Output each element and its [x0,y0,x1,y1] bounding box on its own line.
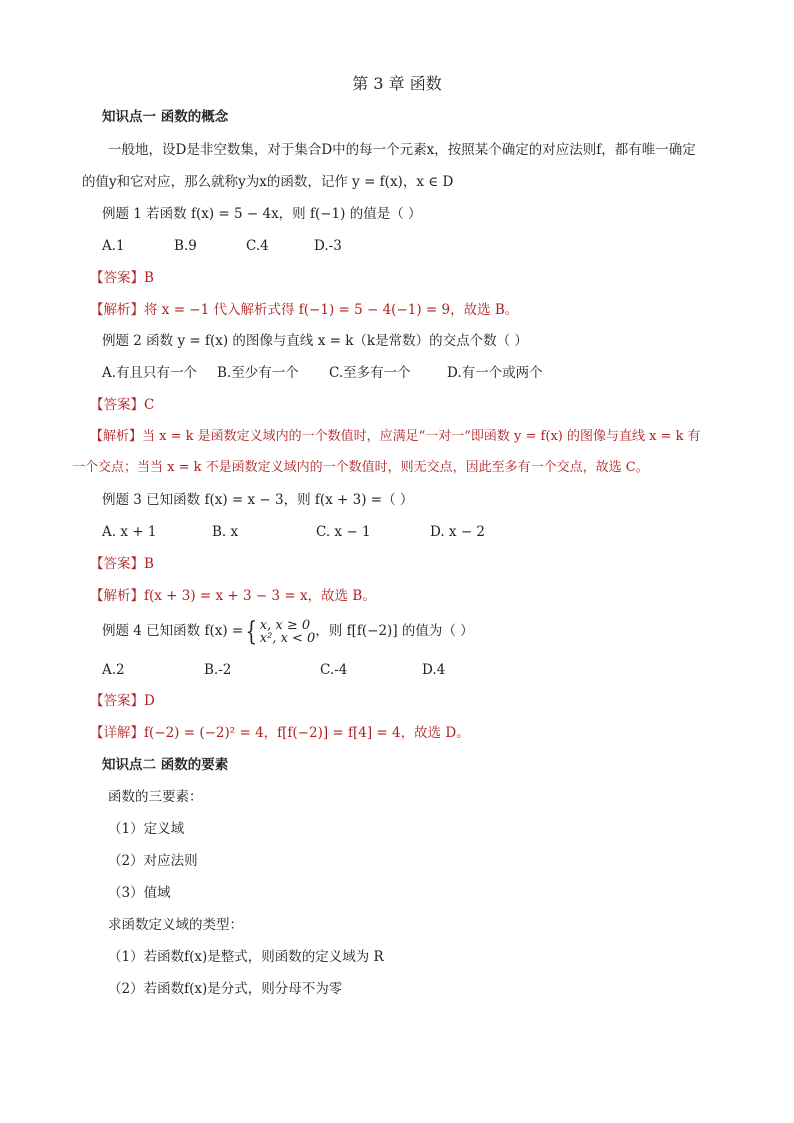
option-b: B.-2 [204,662,232,678]
example-2-options [102,363,543,383]
piecewise-definition [260,619,316,645]
example-3-question: 例题 3 已知函数 f(x) = x − 3，则 f(x + 3) =（ ） [102,492,414,508]
piece-1: x, x ≥ 0 [259,617,311,633]
domain-types-intro: 求函数定义域的类型： [108,917,243,933]
chapter-title: 第 3 章 函数 [352,74,442,93]
option-d: D.-3 [314,238,342,254]
definition-line-1: 一般地，设D是非空数集，对于集合D中的每一个元素x，按照某个确定的对应法则f，都有唯一确定 [108,142,696,158]
element-item-3: （3）值域 [108,885,171,901]
option-a: A. x + 1 [102,524,157,540]
domain-type-2: （2）若函数f(x)是分式，则分母不为零 [108,981,343,997]
option-d: D. x − 2 [430,524,486,540]
option-c: C. x − 1 [316,524,371,540]
example-2-explanation-line-1: 【解析】当 x = k 是函数定义域内的一个数值时，应满足“一对一”即函数 y = f(x) 的图像与直线 x = k 有 [90,429,701,444]
piece-2: x², x < 0 [259,630,316,646]
example-2-explanation-line-2: 一个交点；当当 x = k 不是函数定义域内的一个数值时，则无交点，因此至多有一个交点，故选 C。 [72,460,649,475]
example-4-explanation: 【详解】f(−2) = (−2)² = 4，f[f(−2)] = f[4] = 4，故选 D。 [90,725,470,741]
knowledge-point-2-heading: 知识点二 函数的要素 [102,757,229,773]
example-4-options [102,660,445,680]
example-3-explanation: 【解析】f(x + 3) = x + 3 − 3 = x，故选 B。 [90,588,376,604]
option-a: A.有且只有一个 [102,365,198,381]
example-4-question [102,614,474,648]
definition-line-2: 的值y和它对应，那么就称y为x的函数，记作 y = f(x)，x ∈ D [82,174,454,190]
example-1-explanation: 【解析】将 x = −1 代入解析式得 f(−1) = 5 − 4(−1) = 9，故选 B。 [90,302,519,318]
example-1-answer: 【答案】B [90,270,154,286]
example-3-answer: 【答案】B [90,556,154,572]
example-4-answer: 【答案】D [90,693,155,709]
option-c: C.-4 [320,662,348,678]
example-2-question: 例题 2 函数 y = f(x) 的图像与直线 x = k（k是常数）的交点个数（ ） [102,333,528,349]
option-a: A.2 [102,662,125,678]
example-1-question: 例题 1 若函数 f(x) = 5 − 4x，则 f(−1) 的值是（ ） [102,206,422,222]
option-a: A.1 [102,238,125,254]
question-prefix: 例题 4 已知函数 f(x) = [102,623,244,639]
example-2-answer: 【答案】C [90,397,155,413]
element-item-2: （2）对应法则 [108,853,198,869]
option-c: C.至多有一个 [329,365,411,381]
example-1-options [102,236,342,256]
knowledge-point-1-heading: 知识点一 函数的概念 [102,109,229,125]
option-b: B. x [212,524,239,540]
option-c: C.4 [246,238,269,254]
option-b: B.至少有一个 [217,365,299,381]
element-item-1: （1）定义域 [108,821,185,837]
brace-symbol: { [245,616,258,647]
question-suffix: ，则 f[f(−2)] 的值为（ ） [315,623,474,639]
option-b: B.9 [174,238,197,254]
example-3-options [102,522,485,542]
option-d: D.有一个或两个 [447,365,543,381]
domain-type-1: （1）若函数f(x)是整式，则函数的定义域为 R [108,949,384,965]
option-d: D.4 [422,662,446,678]
elements-intro: 函数的三要素： [108,789,203,805]
